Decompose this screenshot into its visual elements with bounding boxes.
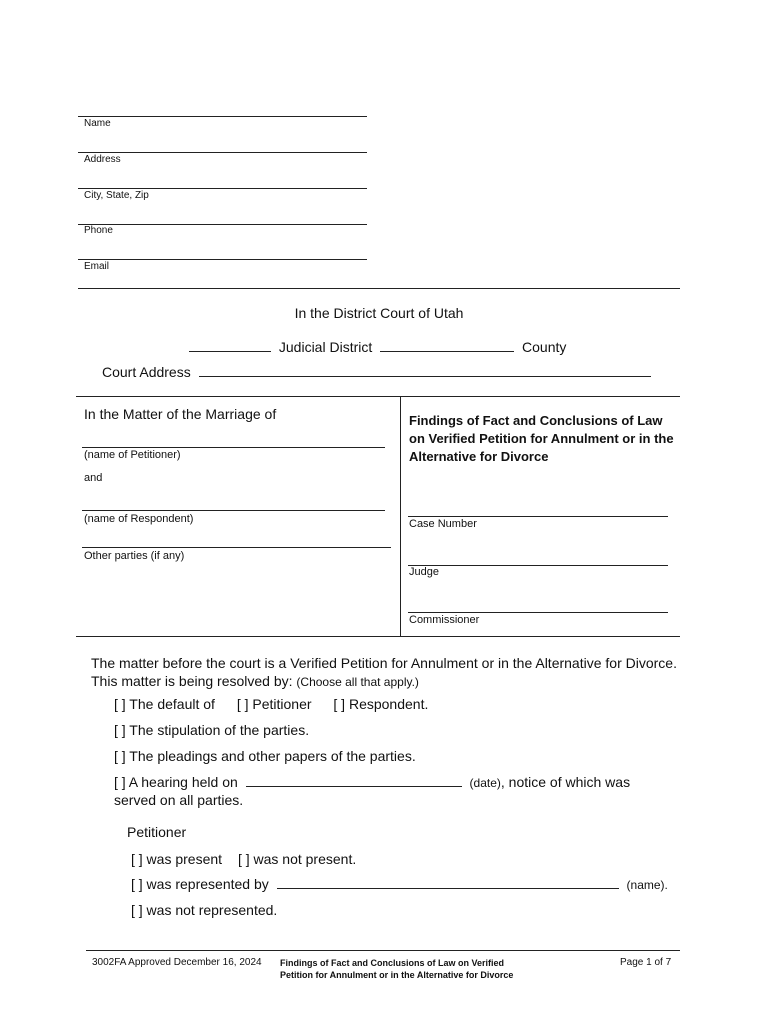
hearing-row [114, 774, 630, 790]
matter-of-heading: In the Matter of the Marriage of [84, 406, 277, 422]
respondent-name-line[interactable] [82, 510, 385, 511]
county-label: County [522, 339, 567, 355]
was-not-represented-checkbox[interactable]: [ ] was not represented. [131, 902, 278, 918]
header-divider [78, 288, 680, 289]
court-title: In the District Court of Utah [294, 305, 464, 321]
default-of-checkbox[interactable]: [ ] The default of [114, 696, 215, 712]
judge-label: Judge [409, 566, 439, 578]
default-of-row [114, 696, 428, 712]
city-label: City, State, Zip [84, 190, 149, 201]
footer-rule [86, 950, 680, 951]
name-label: Name [84, 118, 111, 129]
court-address-row [102, 364, 651, 380]
was-not-present-checkbox[interactable]: [ ] was not present. [237, 851, 357, 867]
pleadings-checkbox[interactable]: [ ] The pleadings and other papers of the parties. [114, 748, 416, 764]
email-line[interactable] [78, 259, 367, 260]
county-blank[interactable] [380, 340, 514, 352]
case-number-line[interactable] [408, 516, 668, 517]
document-title: Findings of Fact and Conclusions of Law on Verified Petition for Annulment or in the Alternative for Divorce [409, 413, 674, 464]
footer-form-id: 3002FA Approved December 16, 2024 [92, 957, 262, 968]
attorney-name-blank[interactable] [277, 877, 619, 889]
hearing-line2: served on all parties. [114, 792, 244, 808]
court-address-label: Court Address [102, 364, 191, 380]
email-label: Email [84, 261, 110, 272]
petitioner-name-label: (name of Petitioner) [84, 449, 181, 461]
phone-line[interactable] [78, 224, 367, 225]
caption-bottom-border [76, 636, 680, 637]
footer-title-line2: Petition for Annulment or in the Alternative for Divorce [280, 970, 514, 980]
footer-title-line1: Findings of Fact and Conclusions of Law on Verified [280, 958, 505, 968]
respondent-checkbox[interactable]: [ ] Respondent. [333, 696, 429, 712]
petitioner-name-line[interactable] [82, 447, 385, 448]
judicial-district-label: Judicial District [278, 339, 373, 355]
presence-row [131, 851, 356, 867]
was-present-checkbox[interactable]: [ ] was present [131, 851, 223, 867]
footer-page-number: Page 1 of 7 [620, 957, 672, 968]
phone-label: Phone [84, 225, 113, 236]
other-parties-label: Other parties (if any) [84, 550, 185, 562]
court-address-blank[interactable] [199, 365, 651, 377]
was-represented-checkbox[interactable]: [ ] was represented by [131, 876, 269, 892]
address-line[interactable] [78, 152, 367, 153]
case-number-label: Case Number [409, 518, 477, 530]
commissioner-label: Commissioner [409, 614, 480, 626]
name-line[interactable] [78, 116, 367, 117]
petitioner-checkbox[interactable]: [ ] Petitioner [236, 696, 312, 712]
city-line[interactable] [78, 188, 367, 189]
footer-title [280, 957, 513, 981]
hearing-suffix: , notice of which was [500, 774, 631, 790]
intro-paragraph [91, 654, 681, 691]
intro-note: (Choose all that apply.) [296, 675, 419, 689]
caption-top-border [76, 396, 680, 397]
hearing-checkbox[interactable]: [ ] A hearing held on [114, 774, 238, 790]
name-note: (name). [626, 878, 668, 892]
judge-line[interactable] [408, 565, 668, 566]
hearing-date-blank[interactable] [246, 775, 462, 787]
and-text: and [84, 472, 103, 484]
commissioner-line[interactable] [408, 612, 668, 613]
other-parties-line[interactable] [82, 547, 391, 548]
district-county-row [189, 339, 566, 355]
hearing-date-note: (date) [469, 776, 501, 790]
stipulation-checkbox[interactable]: [ ] The stipulation of the parties. [114, 722, 310, 738]
represented-row [131, 876, 668, 892]
district-blank[interactable] [189, 340, 271, 352]
address-label: Address [84, 154, 121, 165]
respondent-name-label: (name of Respondent) [84, 513, 194, 525]
intro-text: The matter before the court is a Verified Petition for Annulment or in the Alternative for Divorce. This matter is being resolved by: [91, 655, 677, 689]
petitioner-heading: Petitioner [127, 824, 187, 840]
caption-divider [400, 396, 401, 636]
